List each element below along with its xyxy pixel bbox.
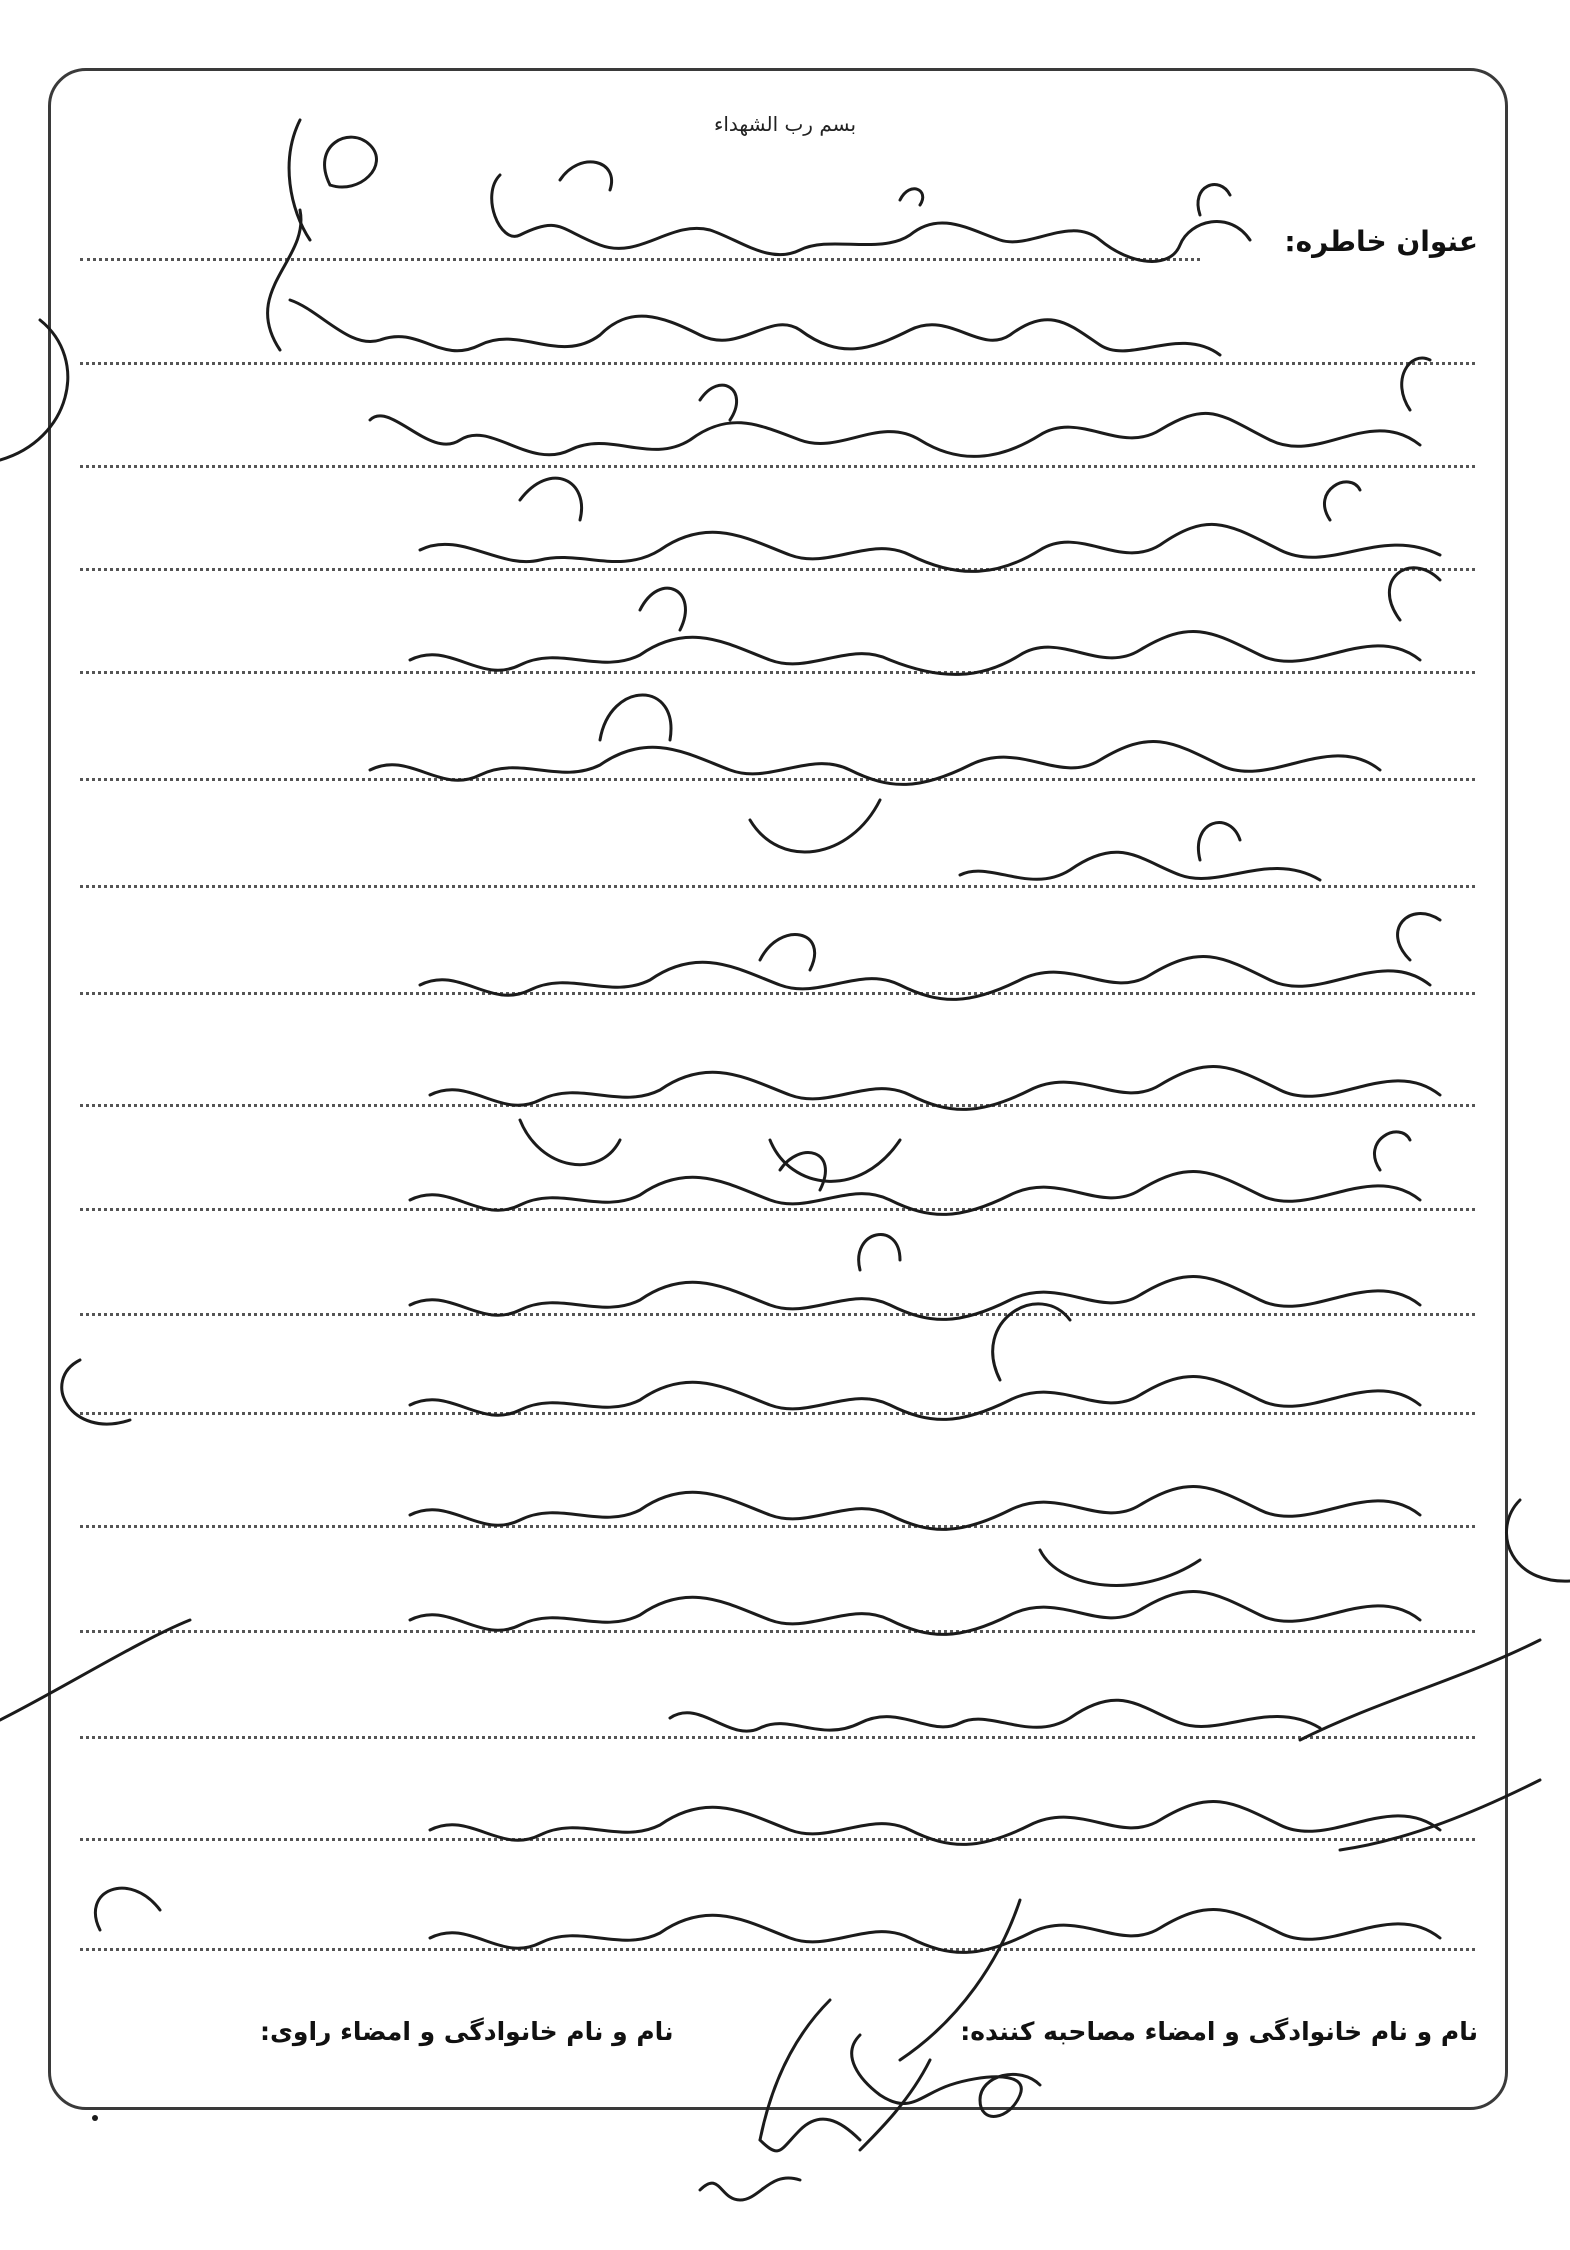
dotted-line <box>80 1104 1475 1107</box>
dotted-line <box>80 1208 1475 1211</box>
dotted-line <box>80 671 1475 674</box>
basmala-header: بسم رب الشهداء <box>713 112 857 136</box>
memoir-title-label: عنوان خاطره: <box>1284 225 1478 258</box>
dotted-line <box>80 1412 1475 1415</box>
dotted-line <box>80 465 1475 468</box>
dotted-line <box>80 1630 1475 1633</box>
ink-dot-icon <box>92 2115 98 2121</box>
narrator-signature-label: نام و نام خانوادگی و امضاء راوی: <box>260 2017 674 2046</box>
dotted-line <box>80 1838 1475 1841</box>
dotted-line <box>80 1525 1475 1528</box>
dotted-line <box>80 362 1475 365</box>
dotted-line <box>80 1736 1475 1739</box>
dotted-line <box>80 1313 1475 1316</box>
dotted-line <box>80 778 1475 781</box>
dotted-line-title <box>80 258 1200 261</box>
dotted-line <box>80 992 1475 995</box>
dotted-line <box>80 1948 1475 1951</box>
form-frame <box>48 68 1508 2110</box>
dotted-line <box>80 568 1475 571</box>
dotted-line <box>80 885 1475 888</box>
interviewer-signature-label: نام و نام خانوادگی و امضاء مصاحبه کننده: <box>960 2017 1478 2046</box>
